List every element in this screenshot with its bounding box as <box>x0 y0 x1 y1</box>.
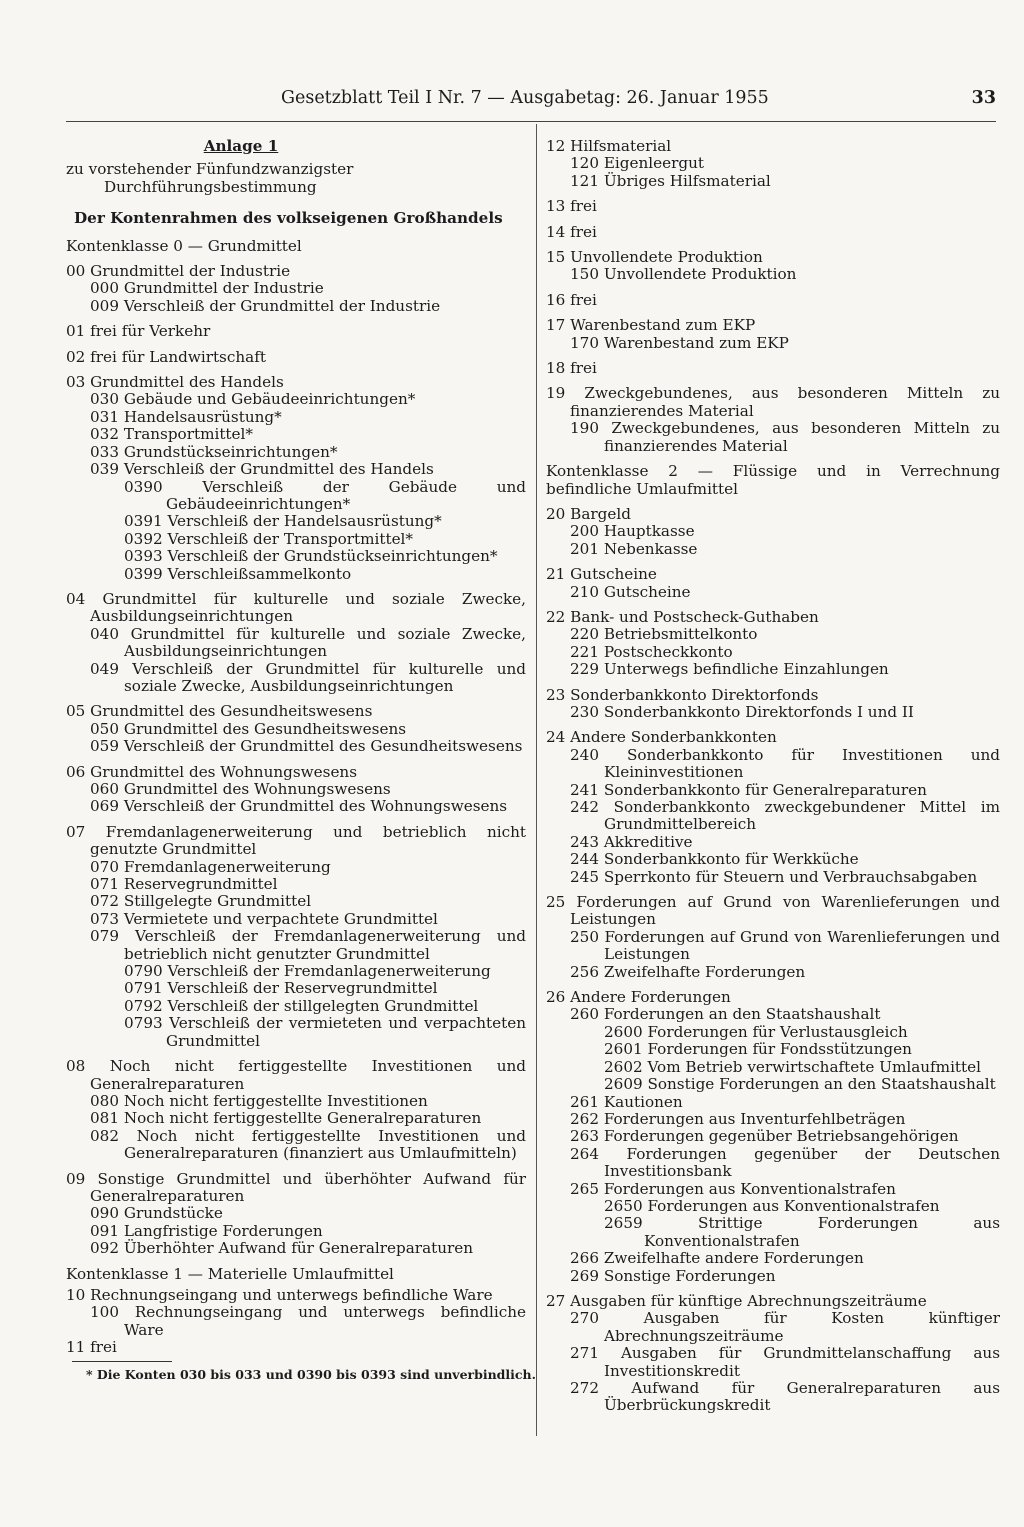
account-256: 256 Zweifelhafte Forderungen <box>570 962 806 981</box>
account-264: 264 Forderungen gegenüber der Deutschen Investitionsbank <box>570 1144 1000 1181</box>
gazette-title: Gesetzblatt Teil I Nr. 7 — Ausgabetag: 26. Januar 1955 <box>281 88 769 108</box>
account-190: 190 Zweckgebundenes, aus besonderen Mitteln zu finanzierendes Material <box>570 419 1000 455</box>
account-0790: 0790 Verschleiß der Fremdanlagenerweiterung <box>124 962 491 981</box>
account-032: 032 Transportmittel* <box>90 425 253 444</box>
account-070: 070 Fremdanlagenerweiterung <box>90 857 331 876</box>
account-06: 06 Grundmittel des Wohnungswesens <box>66 762 358 781</box>
account-031: 031 Handelsausrüstung* <box>90 407 282 426</box>
account-0399: 0399 Verschleißsammelkonto <box>124 564 352 583</box>
account-12: 12 Hilfsmaterial <box>546 137 672 155</box>
kontenklasse-0: Kontenklasse 0 — Grundmittel <box>66 236 302 255</box>
account-2609: 2609 Sonstige Forderungen an den Staatshaushalt <box>604 1075 996 1094</box>
account-20: 20 Bargeld <box>546 504 631 523</box>
account-2602: 2602 Vom Betrieb verwirtschaftete Umlaufmittel <box>604 1057 981 1076</box>
account-220: 220 Betriebsmittelkonto <box>570 625 758 644</box>
account-14: 14 frei <box>546 222 597 241</box>
account-072: 072 Stillgelegte Grundmittel <box>90 892 312 911</box>
account-069: 069 Verschleiß der Grundmittel des Wohnungswesens <box>90 797 508 816</box>
account-272: 272 Aufwand für Generalreparaturen aus Überbrückungskredit <box>570 1379 1000 1415</box>
account-269: 269 Sonstige Forderungen <box>570 1266 776 1285</box>
account-04: 04 Grundmittel für kulturelle und soziale Zwecke, Ausbildungseinrichtungen <box>66 589 526 626</box>
account-0391: 0391 Verschleiß der Handelsausrüstung* <box>124 512 442 531</box>
account-073: 073 Vermietete und verpachtete Grundmittel <box>90 909 438 928</box>
account-23: 23 Sonderbankkonto Direktorfonds <box>546 685 819 704</box>
account-01: 01 frei für Verkehr <box>66 322 211 341</box>
account-24: 24 Andere Sonderbankkonten <box>546 728 777 747</box>
account-079: 079 Verschleiß der Fremdanlagenerweiterung und betrieblich nicht genutzter Grundmittel <box>90 927 526 963</box>
account-049: 049 Verschleiß der Grundmittel für kulturelle und soziale Zwecke, Ausbildungseinrichtungen <box>90 659 526 695</box>
account-261: 261 Kautionen <box>570 1092 683 1111</box>
account-00: 00 Grundmittel der Industrie <box>66 262 291 281</box>
account-2600: 2600 Forderungen für Verlustausgleich <box>604 1022 908 1041</box>
account-0393: 0393 Verschleiß der Grundstückseinrichtungen* <box>124 547 498 566</box>
account-0791: 0791 Verschleiß der Reservegrundmittel <box>124 979 438 998</box>
account-170: 170 Warenbestand zum EKP <box>570 333 789 352</box>
account-22: 22 Bank- und Postscheck-Guthaben <box>546 607 819 626</box>
account-200: 200 Hauptkasse <box>570 522 695 541</box>
account-263: 263 Forderungen gegenüber Betriebsangehörigen <box>570 1127 959 1146</box>
account-13: 13 frei <box>546 197 597 216</box>
account-02: 02 frei für Landwirtschaft <box>66 347 266 366</box>
account-000: 000 Grundmittel der Industrie <box>90 279 324 298</box>
page-header <box>66 88 996 118</box>
account-243: 243 Akkreditive <box>570 832 693 851</box>
kontenklasse-2: Kontenklasse 2 — Flüssige und in Verrechnung befindliche Umlaufmittel <box>546 462 1000 498</box>
account-090: 090 Grundstücke <box>90 1204 223 1223</box>
main-heading: Der Kontenrahmen des volkseigenen Großhandels <box>74 209 503 228</box>
account-2650: 2650 Forderungen aus Konventionalstrafen <box>604 1196 940 1215</box>
subtitle-line-1: zu vorstehender Fünfundzwanzigster <box>66 160 354 179</box>
account-059: 059 Verschleiß der Grundmittel des Gesundheitswesens <box>90 737 523 756</box>
page-number: 33 <box>971 88 996 108</box>
account-2601: 2601 Forderungen für Fondsstützungen <box>604 1040 912 1059</box>
account-241: 241 Sonderbankkonto für Generalreparaturen <box>570 780 927 799</box>
account-250: 250 Forderungen auf Grund von Warenlieferungen und Leistungen <box>570 927 1000 964</box>
account-266: 266 Zweifelhafte andere Forderungen <box>570 1249 864 1268</box>
account-039: 039 Verschleiß der Grundmittel des Handels <box>90 460 434 479</box>
account-19: 19 Zweckgebundenes, aus besonderen Mitteln zu finanzierendes Material <box>546 384 1000 420</box>
account-082: 082 Noch nicht fertiggestellte Investitionen und Generalreparaturen (finanziert aus Umlaufmitteln) <box>90 1126 526 1163</box>
column-divider <box>536 124 537 1436</box>
account-244: 244 Sonderbankkonto für Werkküche <box>570 850 859 869</box>
account-271: 271 Ausgaben für Grundmittelanschaffung aus Investitionskredit <box>570 1344 1000 1380</box>
account-2659: 2659 Strittige Forderungen aus Konventionalstrafen <box>604 1214 1000 1250</box>
account-270: 270 Ausgaben für Kosten künftiger Abrechnungszeiträume <box>570 1309 1000 1345</box>
account-121: 121 Übriges Hilfsmaterial <box>570 171 771 190</box>
account-060: 060 Grundmittel des Wohnungswesens <box>90 780 391 798</box>
anlage-title: Anlage 1 <box>203 137 279 155</box>
footnote-rule <box>72 1361 172 1362</box>
account-08: 08 Noch nicht fertiggestellte Investitionen und Generalreparaturen <box>66 1057 526 1093</box>
account-201: 201 Nebenkasse <box>570 539 698 558</box>
account-03: 03 Grundmittel des Handels <box>66 373 284 392</box>
header-rule <box>66 121 996 122</box>
account-240: 240 Sonderbankkonto für Investitionen und Kleininvestitionen <box>570 745 1000 782</box>
account-033: 033 Grundstückseinrichtungen* <box>90 442 338 461</box>
account-0390: 0390 Verschleiß der Gebäude und Gebäudeeinrichtungen* <box>124 477 526 513</box>
left-column <box>66 137 536 1383</box>
account-229: 229 Unterwegs befindliche Einzahlungen <box>570 660 889 679</box>
account-0392: 0392 Verschleiß der Transportmittel* <box>124 529 414 548</box>
account-27: 27 Ausgaben für künftige Abrechnungszeiträume <box>546 1291 927 1310</box>
account-245: 245 Sperrkonto für Steuern und Verbrauchsabgaben <box>570 867 978 886</box>
right-column <box>546 138 1000 1415</box>
account-26: 26 Andere Forderungen <box>546 988 731 1007</box>
account-040: 040 Grundmittel für kulturelle und soziale Zwecke, Ausbildungseinrichtungen <box>90 624 526 661</box>
account-230: 230 Sonderbankkonto Direktorfonds I und II <box>570 702 914 721</box>
account-080: 080 Noch nicht fertiggestellte Investitionen <box>90 1091 428 1110</box>
account-21: 21 Gutscheine <box>546 565 657 584</box>
account-150: 150 Unvollendete Produktion <box>570 265 797 284</box>
account-0792: 0792 Verschleiß der stillgelegten Grundmittel <box>124 996 479 1015</box>
account-16: 16 frei <box>546 290 597 309</box>
account-07: 07 Fremdanlagenerweiterung und betrieblich nicht genutzte Grundmittel <box>66 822 526 859</box>
subtitle-line-2: Durchführungsbestimmung <box>104 177 317 196</box>
account-030: 030 Gebäude und Gebäudeeinrichtungen* <box>90 390 416 409</box>
account-210: 210 Gutscheine <box>570 582 691 601</box>
account-265: 265 Forderungen aus Konventionalstrafen <box>570 1179 896 1198</box>
account-11: 11 frei <box>66 1338 117 1357</box>
account-15: 15 Unvollendete Produktion <box>546 248 763 267</box>
account-0793: 0793 Verschleiß der vermieteten und verpachteten Grundmittel <box>124 1014 526 1050</box>
account-25: 25 Forderungen auf Grund von Warenlieferungen und Leistungen <box>546 893 1000 929</box>
account-092: 092 Überhöhter Aufwand für Generalreparaturen <box>90 1239 474 1258</box>
account-242: 242 Sonderbankkonto zweckgebundener Mittel im Grundmittelbereich <box>570 798 1000 834</box>
account-071: 071 Reservegrundmittel <box>90 875 278 894</box>
kontenklasse-1: Kontenklasse 1 — Materielle Umlaufmittel <box>66 1264 394 1283</box>
account-120: 120 Eigenleergut <box>570 154 704 173</box>
footnote: * Die Konten 030 bis 033 und 0390 bis 0393 sind unverbindlich. <box>86 1366 536 1382</box>
account-260: 260 Forderungen an den Staatshaushalt <box>570 1005 881 1024</box>
account-221: 221 Postscheckkonto <box>570 642 733 661</box>
account-09: 09 Sonstige Grundmittel und überhöhter Aufwand für Generalreparaturen <box>66 1169 526 1205</box>
account-05: 05 Grundmittel des Gesundheitswesens <box>66 702 373 721</box>
account-10: 10 Rechnungseingang und unterwegs befindliche Ware <box>66 1285 493 1304</box>
account-100: 100 Rechnungseingang und unterwegs befindliche Ware <box>90 1303 526 1339</box>
account-18: 18 frei <box>546 359 597 378</box>
account-091: 091 Langfristige Forderungen <box>90 1221 323 1240</box>
account-081: 081 Noch nicht fertiggestellte Generalreparaturen <box>90 1109 482 1128</box>
account-050: 050 Grundmittel des Gesundheitswesens <box>90 719 407 738</box>
account-17: 17 Warenbestand zum EKP <box>546 316 756 335</box>
account-262: 262 Forderungen aus Inventurfehlbeträgen <box>570 1109 906 1128</box>
account-009: 009 Verschleiß der Grundmittel der Industrie <box>90 296 441 315</box>
